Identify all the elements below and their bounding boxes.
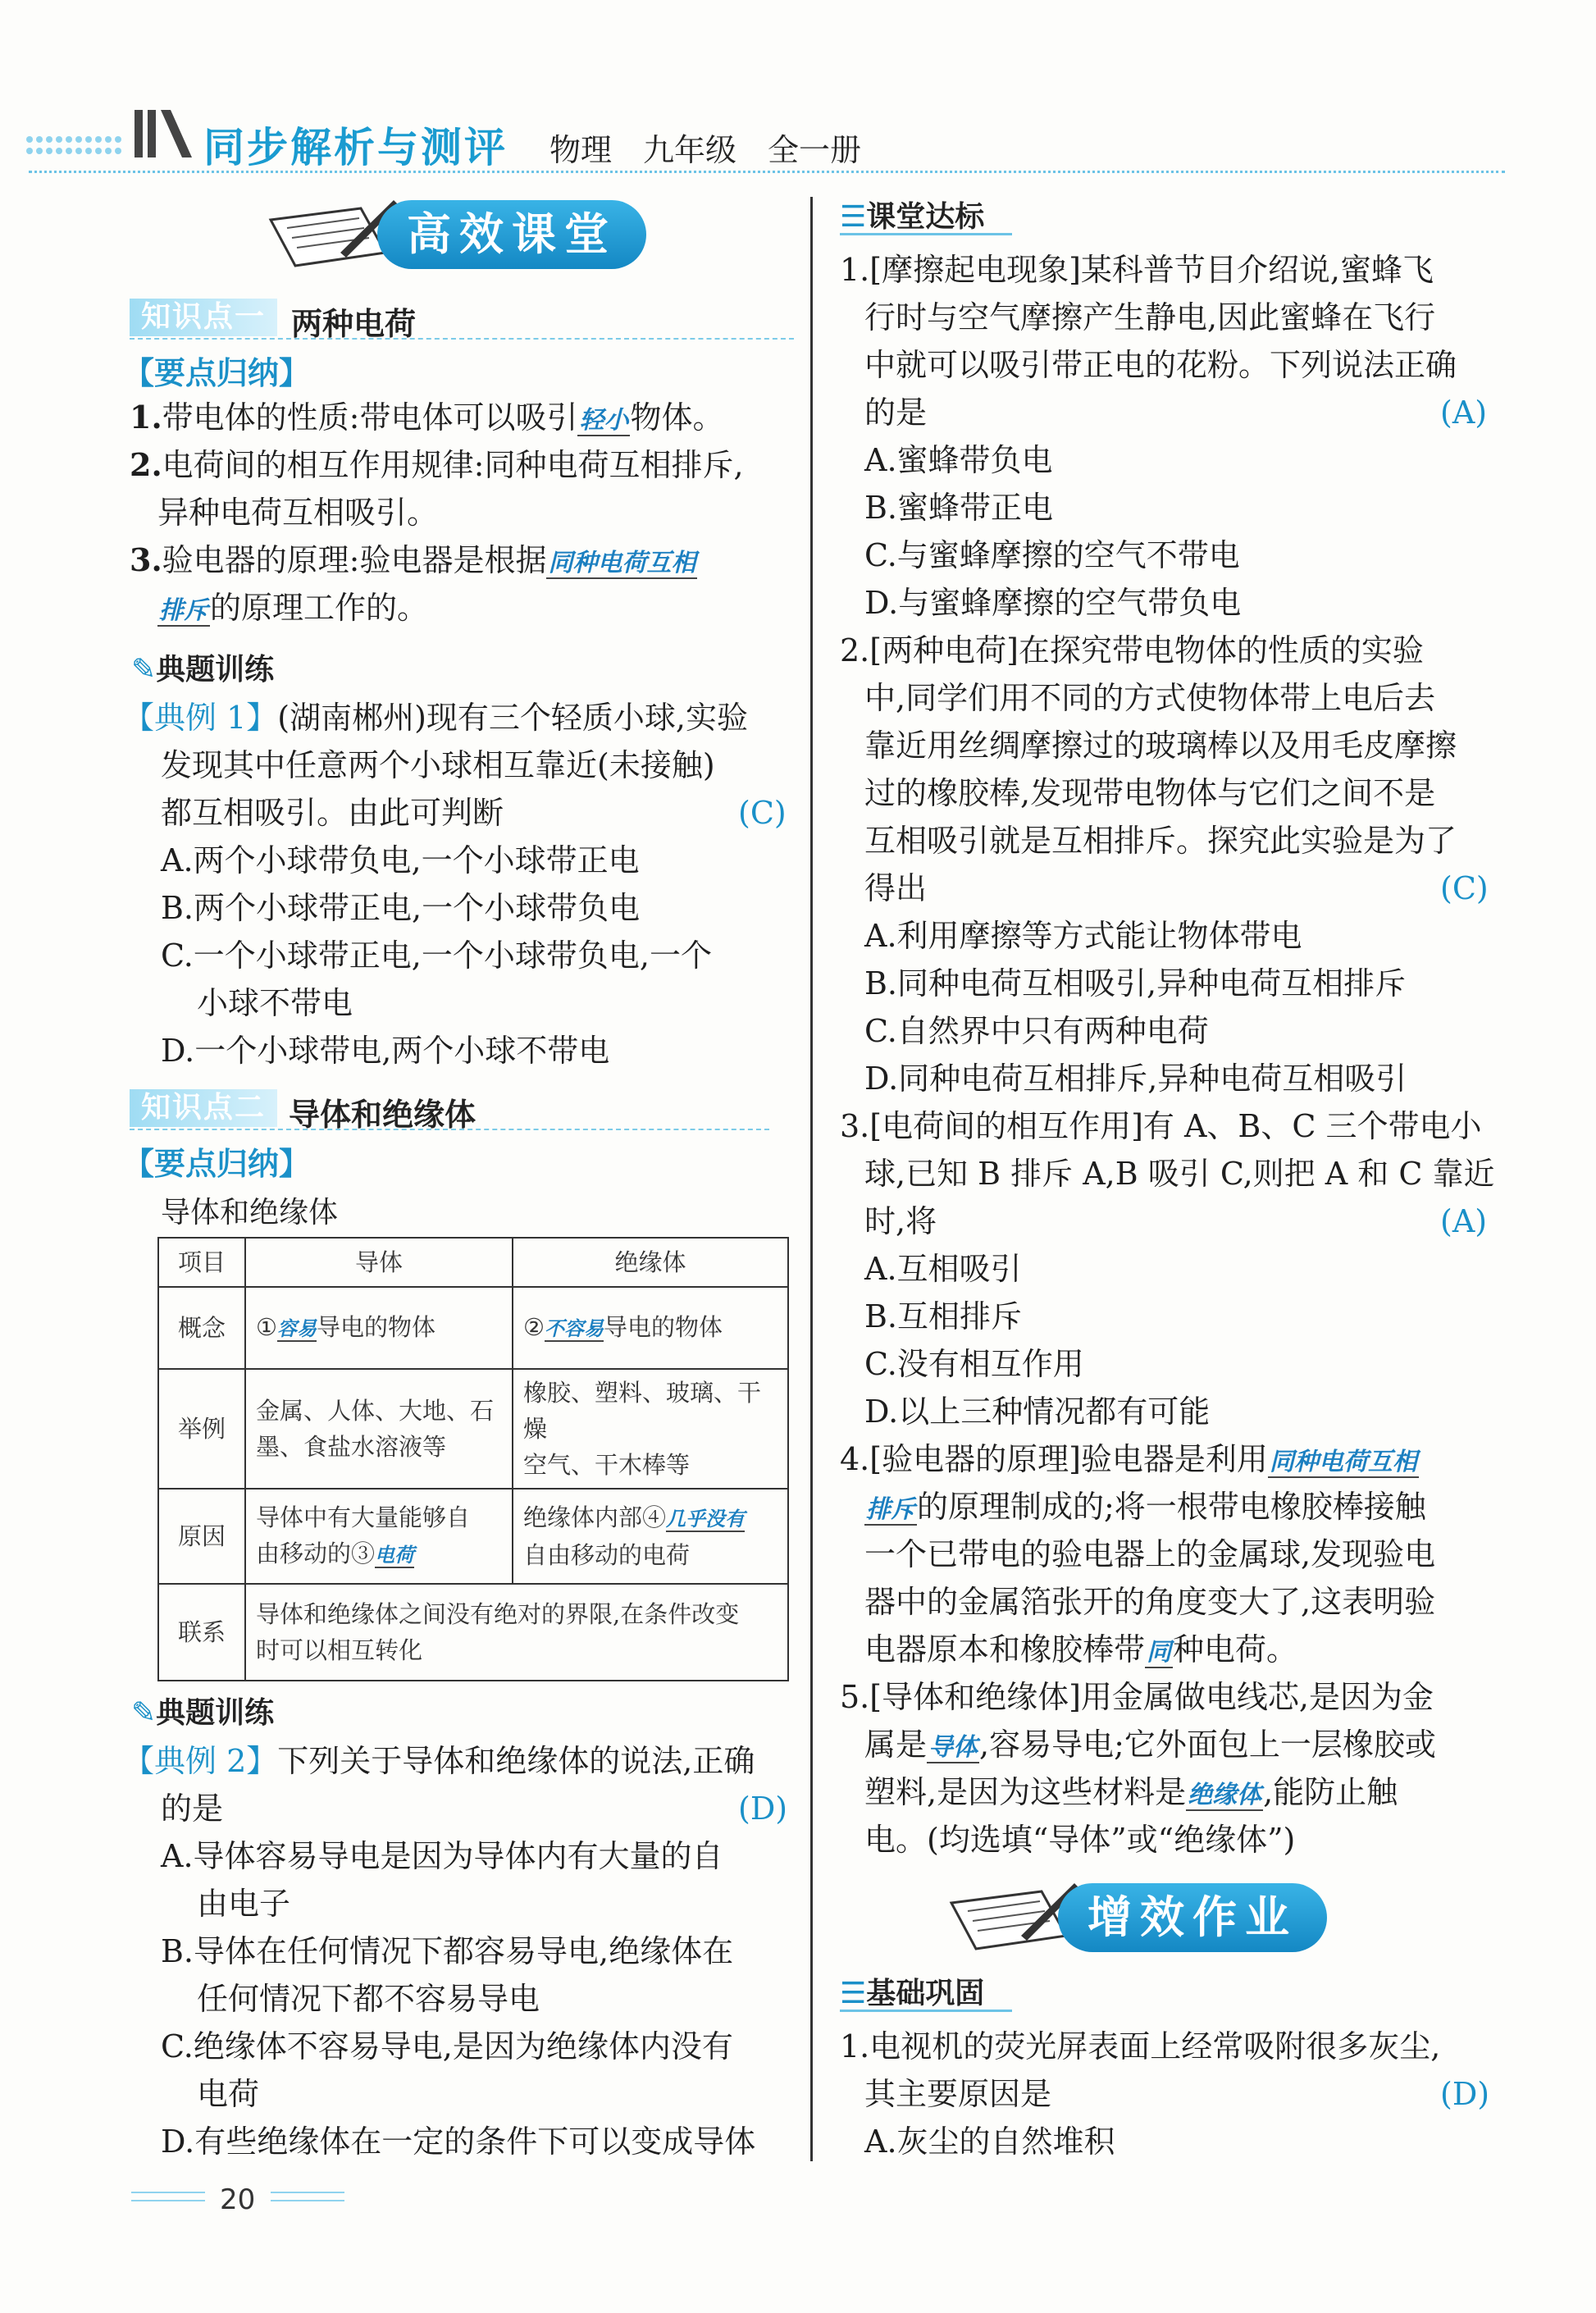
example-1-answer: (C)	[738, 795, 787, 831]
example-2-option-d: D.有些绝缘体在一定的条件下可以变成导体	[161, 2124, 756, 2160]
banner-title: 增效作业	[1058, 1883, 1327, 1952]
table-row: 概念 ①容易导电的物体 ②不容易导电的物体	[158, 1287, 788, 1369]
q3-option-a: A.互相吸引	[864, 1251, 1022, 1287]
handwritten-answer: 排斥	[159, 596, 208, 625]
q3-line-2: 球,已知 B 排斥 A,B 吸引 C,则把 A 和 C 靠近	[864, 1156, 1495, 1192]
q3-option-c: C.没有相互作用	[864, 1346, 1084, 1382]
example-1-line-1: 【典例 1】(湖南郴州)现有三个轻质小球,实验	[123, 700, 748, 736]
q4-line-5: 电器原本和橡胶棒带同种电荷。	[864, 1631, 1298, 1667]
q5-line-4: 电。(均选填“导体”或“绝缘体”)	[864, 1822, 1296, 1858]
q1-line-3: 中就可以吸引带正电的花粉。下列说法正确	[864, 347, 1457, 383]
handwritten-answer: 排斥	[866, 1495, 915, 1524]
book-icon: ☰	[840, 1977, 867, 2010]
header-dotted-line	[29, 171, 1505, 173]
example-2-option-c-cont: 电荷	[197, 2076, 260, 2112]
q1-option-d: D.与蜜蜂摩擦的空气带负电	[864, 585, 1242, 621]
example-1-option-c: C.一个小球带正电,一个小球带负电,一个	[161, 938, 712, 974]
handwritten-answer: 几乎没有	[666, 1508, 746, 1531]
training-heading-2: ✎典题训练	[131, 1696, 275, 1730]
book-logo-icon	[131, 105, 197, 162]
table-title: 导体和绝缘体	[161, 1196, 339, 1229]
table-header-cell: 绝缘体	[513, 1238, 788, 1287]
hq1-line-1: 1.电视机的荧光屏表面上经常吸附很多灰尘,	[840, 2028, 1441, 2064]
q2-option-b: B.同种电荷互相吸引,异种电荷互相排斥	[864, 965, 1407, 1001]
q2-option-a: A.利用摩擦等方式能让物体带电	[864, 918, 1302, 954]
example-2-option-a: A.导体容易导电是因为导体内有大量的自	[161, 1838, 723, 1874]
kp1-item-2: 2.电荷间的相互作用规律:同种电荷互相排斥,	[130, 446, 744, 483]
example-2-line-2: 的是	[161, 1791, 224, 1827]
q4-line-4: 器中的金属箔张开的角度变大了,这表明验	[864, 1584, 1436, 1620]
table-row: 联系 导体和绝缘体之间没有绝对的界限,在条件改变 时可以相互转化	[158, 1584, 788, 1681]
series-title: 同步解析与测评	[203, 124, 508, 171]
q2-line-5: 互相吸引就是互相排斥。探究此实验是为了	[864, 823, 1457, 859]
q3-answer: (A)	[1440, 1203, 1488, 1239]
handwritten-answer: 轻小	[579, 406, 629, 435]
banner-title: 高效课堂	[377, 200, 646, 269]
q2-option-d: D.同种电荷互相排斥,异种电荷互相吸引	[864, 1061, 1407, 1097]
example-2-option-a-cont: 由电子	[197, 1886, 291, 1922]
example-tag: 【典例 1】	[123, 700, 278, 736]
handwritten-answer: 绝缘体	[1188, 1781, 1262, 1809]
q2-line-4: 过的橡胶棒,发现带电物体与它们之间不是	[864, 775, 1436, 811]
table-header-cell: 项目	[158, 1238, 245, 1287]
handwritten-answer: 导体	[928, 1733, 978, 1762]
example-1-option-a: A.两个小球带负电,一个小球带正电	[161, 842, 640, 878]
q5-line-1: 5.[导体和绝缘体]用金属做电线芯,是因为金	[840, 1679, 1434, 1715]
example-2-option-b: B.导体在任何情况下都容易导电,绝缘体在	[161, 1933, 734, 1969]
q5-line-3: 塑料,是因为这些材料是绝缘体,能防止触	[864, 1774, 1398, 1810]
section-heading-basic: ☰基础巩固	[840, 1977, 985, 2010]
q4-line-3: 一个已带电的验电器上的金属球,发现验电	[864, 1536, 1436, 1572]
knowledge-point-tag-2: 知识点二	[130, 1089, 277, 1127]
example-2-option-b-cont: 任何情况下都不容易导电	[197, 1981, 540, 2017]
example-1-line-3: 都互相吸引。由此可判断	[161, 795, 504, 831]
conductor-insulator-table	[157, 1237, 789, 1681]
handwritten-answer: 不容易	[545, 1317, 604, 1340]
q5-line-2: 属是导体,容易导电;它外面包上一层橡胶或	[864, 1727, 1436, 1763]
q2-line-2: 中,同学们用不同的方式使物体带上电后去	[864, 680, 1436, 716]
knowledge-point-title-2: 导体和绝缘体	[289, 1097, 477, 1133]
q3-option-b: B.互相排斥	[864, 1298, 1023, 1334]
handwritten-answer: 同种电荷互相	[548, 549, 696, 577]
table-row: 原因 导体中有大量能够自 由移动的③电荷 绝缘体内部④几乎没有 自由移动的电荷	[158, 1489, 788, 1584]
section-underline	[840, 233, 1012, 235]
q3-line-3: 时,将	[864, 1203, 937, 1239]
summary-heading: 【要点归纳】	[123, 355, 311, 391]
homework-banner	[943, 1878, 1370, 1957]
q4-line-2: 排斥的原理制成的;将一根带电橡胶棒接触	[866, 1489, 1426, 1525]
q3-option-d: D.以上三种情况都有可能	[864, 1394, 1211, 1430]
table-header-cell: 导体	[245, 1238, 513, 1287]
kp-dashed-line	[130, 338, 794, 340]
footer-line-left	[131, 2192, 205, 2201]
feather-icon: ✎	[131, 1696, 157, 1730]
knowledge-point-title-1: 两种电荷	[291, 306, 417, 342]
example-2-line-1: 【典例 2】下列关于导体和绝缘体的说法,正确	[123, 1743, 755, 1779]
q2-line-1: 2.[两种电荷]在探究带电物体的性质的实验	[840, 632, 1424, 668]
section-heading-class-goal: ☰课堂达标	[840, 200, 985, 234]
page-number: 20	[220, 2183, 256, 2216]
q4-line-1: 4.[验电器的原理]验电器是利用同种电荷互相	[840, 1441, 1417, 1477]
handwritten-answer: 电荷	[375, 1544, 415, 1567]
q2-line-6: 得出	[864, 870, 928, 906]
example-2-answer: (D)	[738, 1791, 788, 1827]
example-1-option-c-cont: 小球不带电	[197, 985, 353, 1021]
q1-answer: (A)	[1440, 395, 1488, 431]
handwritten-answer: 容易	[277, 1317, 317, 1340]
knowledge-point-tag-1: 知识点一	[130, 299, 277, 336]
hq1-answer: (D)	[1440, 2076, 1490, 2112]
kp-dashed-line	[130, 1129, 769, 1130]
footer-line-right	[271, 2192, 344, 2201]
example-2-option-c: C.绝缘体不容易导电,是因为绝缘体内没有	[161, 2028, 733, 2064]
section-underline	[840, 2010, 1012, 2012]
column-divider	[810, 197, 813, 2161]
feather-icon: ✎	[131, 653, 157, 687]
q1-line-4: 的是	[864, 395, 928, 431]
q1-option-b: B.蜜蜂带正电	[864, 490, 1054, 526]
q2-answer: (C)	[1440, 870, 1489, 906]
kp1-item-2-cont: 异种电荷互相吸引。	[157, 495, 439, 531]
q1-option-a: A.蜜蜂带负电	[864, 442, 1053, 478]
example-1-option-b: B.两个小球带正电,一个小球带负电	[161, 890, 641, 926]
summary-heading: 【要点归纳】	[123, 1146, 311, 1182]
efficient-class-banner	[262, 195, 673, 274]
q1-line-2: 行时与空气摩擦产生静电,因此蜜蜂在飞行	[864, 299, 1436, 335]
subject-info: 物理 九年级 全一册	[549, 132, 862, 168]
q1-option-c: C.与蜜蜂摩擦的空气不带电	[864, 537, 1240, 573]
kp1-item-3: 3.验电器的原理:验电器是根据同种电荷互相	[130, 541, 696, 578]
handwritten-answer: 同	[1147, 1638, 1172, 1667]
book-icon: ☰	[840, 200, 867, 234]
handwritten-answer: 同种电荷互相	[1269, 1448, 1417, 1476]
example-tag: 【典例 2】	[123, 1743, 278, 1779]
hq1-option-a: A.灰尘的自然堆积	[864, 2124, 1115, 2160]
q2-line-3: 靠近用丝绸摩擦过的玻璃棒以及用毛皮摩擦	[864, 728, 1457, 764]
table-header-row	[158, 1238, 788, 1287]
q2-option-c: C.自然界中只有两种电荷	[864, 1013, 1209, 1049]
table-row: 举例 金属、人体、大地、石 墨、食盐水溶液等 橡胶、塑料、玻璃、干燥 空气、干木棒等	[158, 1369, 788, 1489]
q1-line-1: 1.[摩擦起电现象]某科普节目介绍说,蜜蜂飞	[840, 252, 1434, 288]
hq1-line-2: 其主要原因是	[864, 2076, 1052, 2112]
kp1-item-3-cont: 排斥的原理工作的。	[159, 590, 429, 626]
training-heading-1: ✎典题训练	[131, 653, 275, 687]
example-1-line-2: 发现其中任意两个小球相互靠近(未接触)	[161, 747, 715, 783]
example-1-option-d: D.一个小球带电,两个小球不带电	[161, 1033, 610, 1069]
q3-line-1: 3.[电荷间的相互作用]有 A、B、C 三个带电小	[840, 1108, 1482, 1144]
kp1-item-1: 1.带电体的性质:带电体可以吸引轻小物体。	[130, 399, 724, 436]
